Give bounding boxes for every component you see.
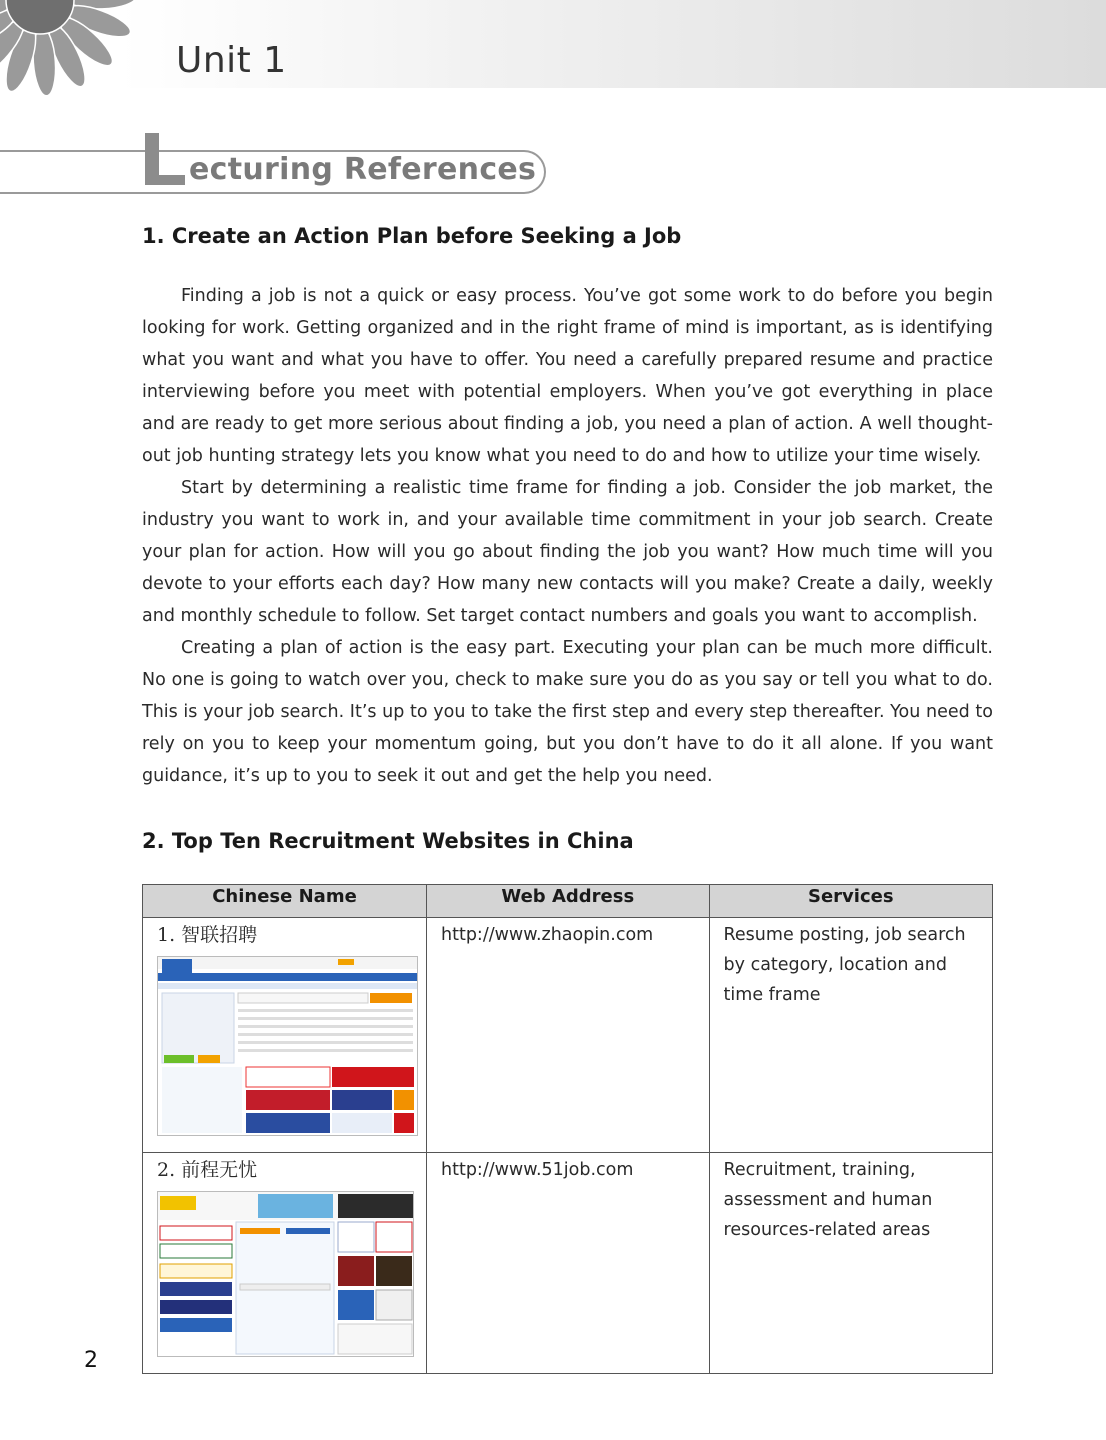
table-header-row: [143, 885, 993, 918]
services-cell: [709, 918, 992, 1153]
column-header: Chinese Name: [143, 885, 427, 918]
zhaopin-screenshot-thumbnail: [157, 956, 418, 1136]
section1-heading: 1. Create an Action Plan before Seeking a Job: [142, 224, 682, 248]
recruitment-websites-table: [142, 884, 993, 1374]
page-number: 2: [84, 1348, 98, 1373]
section2-heading: 2. Top Ten Recruitment Websites in China: [142, 829, 634, 853]
section-banner-title: ecturing References: [189, 152, 537, 187]
column-header: Web Address: [427, 885, 710, 918]
paragraph: Creating a plan of action is the easy part. Executing your plan can be much more difficult. No one is going to watch over you, check to make sure you do as you say or tell you what to do. This is your job search. It’s up to you to take the first step and every step thereafter. You need to rely on you to keep your momentum going, but you don’t have to do it all alone. If you want guidance, it’s up to you to seek it out and get the help you need.: [142, 638, 993, 786]
column-header: Services: [709, 885, 992, 918]
51job-screenshot-thumbnail: [157, 1191, 414, 1357]
web-address-text: http://www.51job.com: [441, 1160, 634, 1180]
services-text: Recruitment, training, assessment and human resources-related areas: [723, 1160, 933, 1240]
services-text: Resume posting, job search by category, location and time frame: [723, 925, 966, 1005]
paragraph: Start by determining a realistic time frame for finding a job. Consider the job market, the industry you want to work in, and your available time commitment in your job search. Create your plan for action. How will you go about finding the job you want? How much time will you devote to your efforts each day? How many new contacts will you make? Create a daily, weekly and monthly schedule to follow. Set target contact numbers and goals you want to accomplish.: [142, 478, 993, 626]
sunflower-decoration-icon: [0, 0, 180, 120]
web-address-cell: [427, 918, 710, 1153]
chinese-name-cell: [143, 1153, 427, 1374]
unit-title: Unit 1: [176, 40, 287, 81]
section-banner-initial: [145, 133, 185, 185]
section1-body: [142, 280, 993, 792]
web-address-cell: [427, 1153, 710, 1374]
table-row: [143, 918, 993, 1153]
web-address-text: http://www.zhaopin.com: [441, 925, 654, 945]
services-cell: [709, 1153, 992, 1374]
site-name: 1. 智联招聘: [157, 924, 258, 946]
paragraph: Finding a job is not a quick or easy process. You’ve got some work to do before you begin looking for work. Getting organized and in the right frame of mind is important, as is identifying what you want and what you have to offer. You need a carefully prepared resume and practice interviewing before you meet with potential employers. When you’ve got everything in place and are ready to get more serious about finding a job, you need a plan of action. A well thought-out job hunting strategy lets you know what you need to do and how to utilize your time wisely.: [142, 286, 993, 466]
chinese-name-cell: [143, 918, 427, 1153]
site-name: 2. 前程无忧: [157, 1159, 258, 1181]
table-row: [143, 1153, 993, 1374]
